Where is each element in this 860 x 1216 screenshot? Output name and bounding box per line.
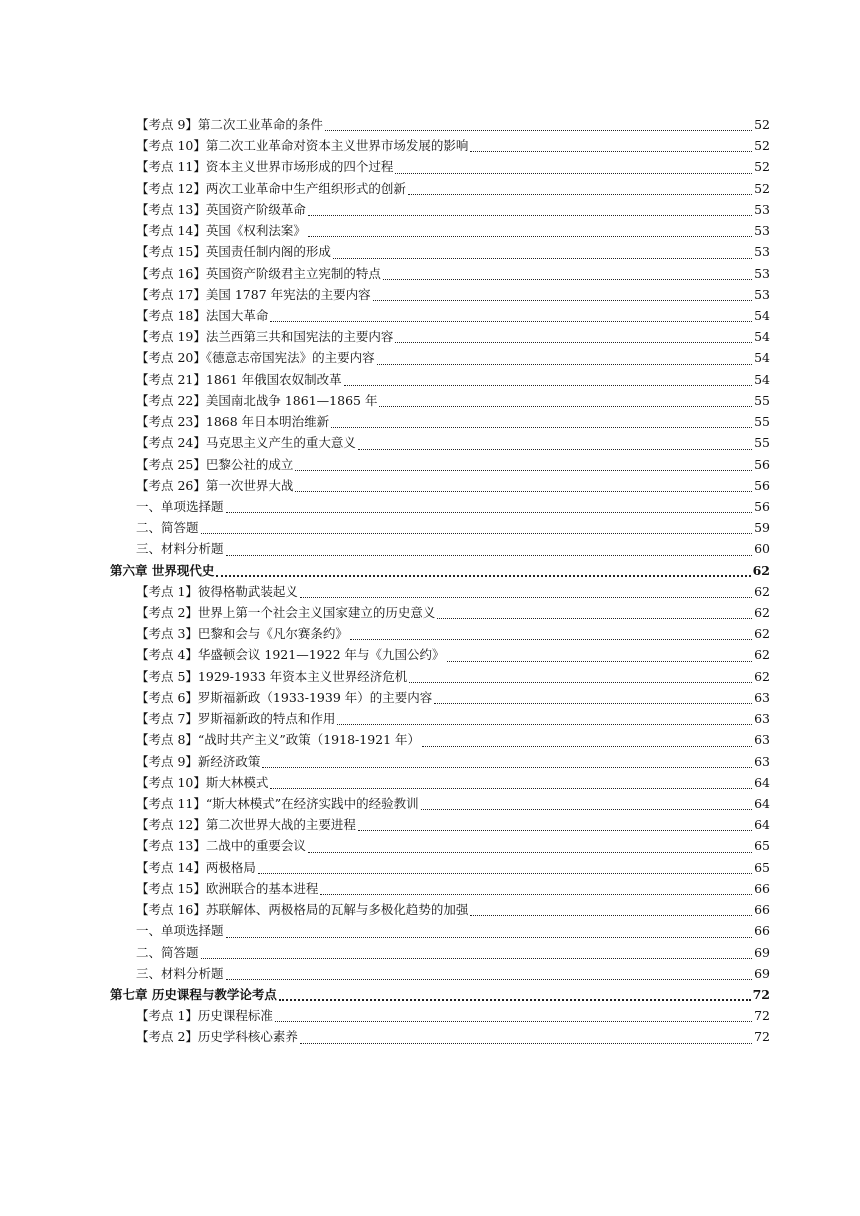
toc-entry-title: 【考点 12】两次工业革命中生产组织形式的创新 xyxy=(136,180,406,196)
toc-page-number: 72 xyxy=(754,1008,770,1024)
toc-entry[interactable] xyxy=(110,729,770,750)
toc-entry[interactable] xyxy=(110,241,770,262)
dot-leader xyxy=(308,851,752,853)
toc-page-number: 52 xyxy=(754,117,770,132)
toc-entry[interactable] xyxy=(110,644,770,665)
dot-leader xyxy=(344,384,752,386)
dot-leader xyxy=(408,193,752,195)
toc-entry[interactable] xyxy=(110,666,770,687)
dot-leader xyxy=(279,998,751,1001)
toc-page-number: 64 xyxy=(754,796,770,811)
toc-entry-title: 【考点 26】第一次世界大战 xyxy=(136,477,294,493)
dot-leader xyxy=(325,129,752,131)
toc-entry-title: 一、单项选择题 xyxy=(136,923,224,939)
dot-leader xyxy=(275,1020,752,1022)
dot-leader xyxy=(300,1042,752,1044)
dot-leader xyxy=(379,405,752,407)
toc-entry-title: 三、材料分析题 xyxy=(136,541,224,557)
toc-entry-title: 第六章 世界现代史 xyxy=(110,562,215,578)
toc-entry[interactable] xyxy=(110,326,770,347)
dot-leader xyxy=(434,702,752,704)
toc-page-number: 55 xyxy=(754,414,770,430)
toc-page-number: 56 xyxy=(754,456,770,472)
dot-leader xyxy=(320,893,752,895)
dot-leader xyxy=(226,978,753,980)
toc-page-number: 62 xyxy=(754,583,770,599)
toc-section-entry[interactable] xyxy=(110,942,770,963)
dot-leader xyxy=(258,872,752,874)
toc-section-entry[interactable] xyxy=(110,517,770,538)
dot-leader xyxy=(201,532,753,534)
toc-page-number: 55 xyxy=(754,392,770,408)
toc-page-number: 64 xyxy=(754,817,770,833)
toc-entry[interactable] xyxy=(110,581,770,602)
toc-entry-title: 二、简答题 xyxy=(136,520,199,536)
toc-entry-title: 【考点 1】历史课程标准 xyxy=(136,1008,273,1024)
toc-entry-title: 二、简答题 xyxy=(136,944,199,960)
toc-chapter-entry[interactable] xyxy=(110,560,770,581)
toc-entry[interactable] xyxy=(110,454,770,475)
toc-entry-title: 【考点 10】第二次工业革命对资本主义世界市场发展的影响 xyxy=(136,138,469,154)
toc-entry-title: 【考点 21】1861 年俄国农奴制改革 xyxy=(136,371,342,387)
toc-entry[interactable] xyxy=(110,878,770,899)
toc-page-number: 69 xyxy=(754,965,770,981)
toc-entry-title: 【考点 13】英国资产阶级革命 xyxy=(136,201,306,217)
toc-entry-title: 【考点 23】1868 年日本明治维新 xyxy=(136,414,330,430)
toc-entry[interactable] xyxy=(110,305,770,326)
toc-page-number: 62 xyxy=(754,605,770,621)
dot-leader xyxy=(377,363,752,365)
toc-page-number: 54 xyxy=(754,350,770,366)
toc-page-number: 54 xyxy=(754,307,770,323)
toc-entry-title: 【考点 1】彼得格勒武装起义 xyxy=(136,583,298,599)
toc-page-number: 60 xyxy=(754,541,770,557)
toc-entry[interactable] xyxy=(110,793,770,814)
toc-page-number: 53 xyxy=(754,201,770,217)
dot-leader xyxy=(226,511,753,513)
toc-entry-title: 【考点 24】马克思主义产生的重大意义 xyxy=(136,435,356,451)
toc-entry[interactable] xyxy=(110,687,770,708)
toc-entry[interactable] xyxy=(110,178,770,199)
toc-page-number: 64 xyxy=(754,774,770,790)
toc-entry-title: 【考点 11】资本主义世界市场形成的四个过程 xyxy=(136,159,394,175)
toc-entry[interactable] xyxy=(110,432,770,453)
toc-entry[interactable] xyxy=(110,623,770,644)
toc-page-number: 55 xyxy=(754,435,770,451)
toc-page-number: 65 xyxy=(754,859,770,875)
toc-page-number: 62 xyxy=(752,562,770,578)
toc-entry[interactable] xyxy=(110,199,770,220)
toc-entry-title: 【考点 16】苏联解体、两极格局的瓦解与多极化趋势的加强 xyxy=(136,902,469,918)
toc-entry-title: 【考点 4】华盛顿会议 1921—1922 年与《九国公约》 xyxy=(136,647,445,663)
toc-entry[interactable] xyxy=(110,284,770,305)
dot-leader xyxy=(383,278,752,280)
toc-page-number: 53 xyxy=(754,286,770,302)
toc-entry-title: 【考点 15】英国责任制内阁的形成 xyxy=(136,244,331,260)
table-of-contents xyxy=(110,114,770,1048)
toc-page-number: 62 xyxy=(754,647,770,663)
toc-entry[interactable] xyxy=(110,751,770,772)
toc-page-number: 52 xyxy=(754,138,770,154)
toc-page-number: 54 xyxy=(754,329,770,345)
toc-entry-title: 一、单项选择题 xyxy=(136,498,224,514)
toc-page-number: 56 xyxy=(754,477,770,493)
toc-entry-title: 【考点 22】美国南北战争 1861—1865 年 xyxy=(136,392,378,408)
toc-entry[interactable] xyxy=(110,899,770,920)
toc-entry[interactable] xyxy=(110,835,770,856)
dot-leader xyxy=(226,936,753,938)
toc-page-number: 52 xyxy=(754,180,770,196)
toc-page-number: 65 xyxy=(754,838,770,854)
dot-leader xyxy=(295,469,752,471)
toc-entry-title: 【考点 5】1929-1933 年资本主义世界经济危机 xyxy=(136,668,408,684)
toc-entry-title: 【考点 14】两极格局 xyxy=(136,859,256,875)
dot-leader xyxy=(295,490,752,492)
toc-entry-title: 【考点 3】巴黎和会与《凡尔赛条约》 xyxy=(136,626,348,642)
toc-entry[interactable] xyxy=(110,814,770,835)
toc-entry-title: 三、材料分析题 xyxy=(136,965,224,981)
toc-page-number: 72 xyxy=(754,1029,770,1045)
dot-leader xyxy=(262,766,752,768)
toc-entry-title: 【考点 16】英国资产阶级君主立宪制的特点 xyxy=(136,265,381,281)
toc-entry[interactable] xyxy=(110,347,770,368)
toc-section-entry[interactable] xyxy=(110,920,770,941)
toc-entry-title: 【考点 13】二战中的重要会议 xyxy=(136,838,306,854)
dot-leader xyxy=(216,574,750,577)
toc-page-number: 54 xyxy=(754,371,770,387)
toc-entry[interactable] xyxy=(110,857,770,878)
dot-leader xyxy=(437,617,752,619)
toc-entry-title: 【考点 17】美国 1787 年宪法的主要内容 xyxy=(136,286,371,302)
toc-entry-title: 【考点 8】“战时共产主义”政策（1918-1921 年） xyxy=(136,732,421,748)
toc-entry-title: 【考点 14】英国《权利法案》 xyxy=(136,223,306,239)
toc-entry-title: 【考点 19】法兰西第三共和国宪法的主要内容 xyxy=(136,329,394,345)
toc-entry[interactable] xyxy=(110,475,770,496)
dot-leader xyxy=(333,257,752,259)
toc-page-number: 66 xyxy=(754,880,770,896)
toc-entry[interactable] xyxy=(110,411,770,432)
dot-leader xyxy=(358,829,752,831)
toc-page-number: 62 xyxy=(754,668,770,684)
toc-section-entry[interactable] xyxy=(110,538,770,559)
toc-page-number: 56 xyxy=(754,498,770,514)
dot-leader xyxy=(337,723,752,725)
dot-leader xyxy=(226,554,753,556)
toc-page-number: 53 xyxy=(754,265,770,281)
toc-page-number: 63 xyxy=(754,753,770,769)
toc-entry-title: 【考点 9】新经济政策 xyxy=(136,753,261,769)
toc-entry[interactable] xyxy=(110,114,770,135)
toc-page-number: 59 xyxy=(754,520,770,536)
toc-section-entry[interactable] xyxy=(110,496,770,517)
dot-leader xyxy=(308,235,752,237)
toc-page-number: 66 xyxy=(754,902,770,918)
toc-entry[interactable] xyxy=(110,602,770,623)
dot-leader xyxy=(470,914,752,916)
toc-entry-title: 【考点 9】第二次工业革命的条件 xyxy=(136,117,323,132)
toc-page-number: 69 xyxy=(754,944,770,960)
toc-entry[interactable] xyxy=(110,1026,770,1047)
toc-entry-title: 【考点 15】欧洲联合的基本进程 xyxy=(136,880,319,896)
dot-leader xyxy=(422,745,752,747)
toc-page-number: 63 xyxy=(754,732,770,748)
dot-leader xyxy=(270,787,752,789)
toc-entry[interactable] xyxy=(110,369,770,390)
toc-page-number: 63 xyxy=(754,689,770,705)
toc-entry[interactable] xyxy=(110,708,770,729)
toc-entry[interactable] xyxy=(110,156,770,177)
toc-entry-title: 【考点 25】巴黎公社的成立 xyxy=(136,456,294,472)
dot-leader xyxy=(395,341,752,343)
dot-leader xyxy=(395,172,752,174)
toc-page-number: 66 xyxy=(754,923,770,939)
toc-chapter-entry[interactable] xyxy=(110,984,770,1005)
toc-page-number: 72 xyxy=(752,986,770,1002)
toc-page-number: 62 xyxy=(754,626,770,642)
dot-leader xyxy=(421,808,752,810)
toc-entry-title: 【考点 11】“斯大林模式”在经济实践中的经验教训 xyxy=(136,796,419,811)
toc-entry[interactable] xyxy=(110,390,770,411)
dot-leader xyxy=(300,596,752,598)
dot-leader xyxy=(409,681,752,683)
toc-entry-title: 【考点 12】第二次世界大战的主要进程 xyxy=(136,817,356,833)
toc-page-number: 53 xyxy=(754,223,770,239)
dot-leader xyxy=(470,150,752,152)
toc-entry-title: 【考点 18】法国大革命 xyxy=(136,307,269,323)
dot-leader xyxy=(358,448,752,450)
toc-entry[interactable] xyxy=(110,772,770,793)
toc-entry-title: 【考点 7】罗斯福新政的特点和作用 xyxy=(136,711,336,727)
toc-section-entry[interactable] xyxy=(110,963,770,984)
toc-entry-title: 【考点 2】历史学科核心素养 xyxy=(136,1029,298,1045)
dot-leader xyxy=(373,299,752,301)
toc-entry-title: 【考点 10】斯大林模式 xyxy=(136,774,269,790)
dot-leader xyxy=(270,320,752,322)
dot-leader xyxy=(350,638,752,640)
toc-entry[interactable] xyxy=(110,1005,770,1026)
toc-page-number: 53 xyxy=(754,244,770,260)
toc-entry-title: 【考点 2】世界上第一个社会主义国家建立的历史意义 xyxy=(136,605,436,621)
toc-entry[interactable] xyxy=(110,135,770,156)
dot-leader xyxy=(201,957,753,959)
toc-entry-title: 【考点 6】罗斯福新政（1933-1939 年）的主要内容 xyxy=(136,689,433,705)
toc-entry[interactable] xyxy=(110,263,770,284)
toc-page-number: 63 xyxy=(754,711,770,727)
toc-page-number: 52 xyxy=(754,159,770,175)
toc-entry-title: 第七章 历史课程与教学论考点 xyxy=(110,986,277,1002)
dot-leader xyxy=(331,426,752,428)
dot-leader xyxy=(308,214,752,216)
toc-entry[interactable] xyxy=(110,220,770,241)
toc-entry-title: 【考点 20】《德意志帝国宪法》的主要内容 xyxy=(136,350,375,366)
dot-leader xyxy=(447,660,753,662)
